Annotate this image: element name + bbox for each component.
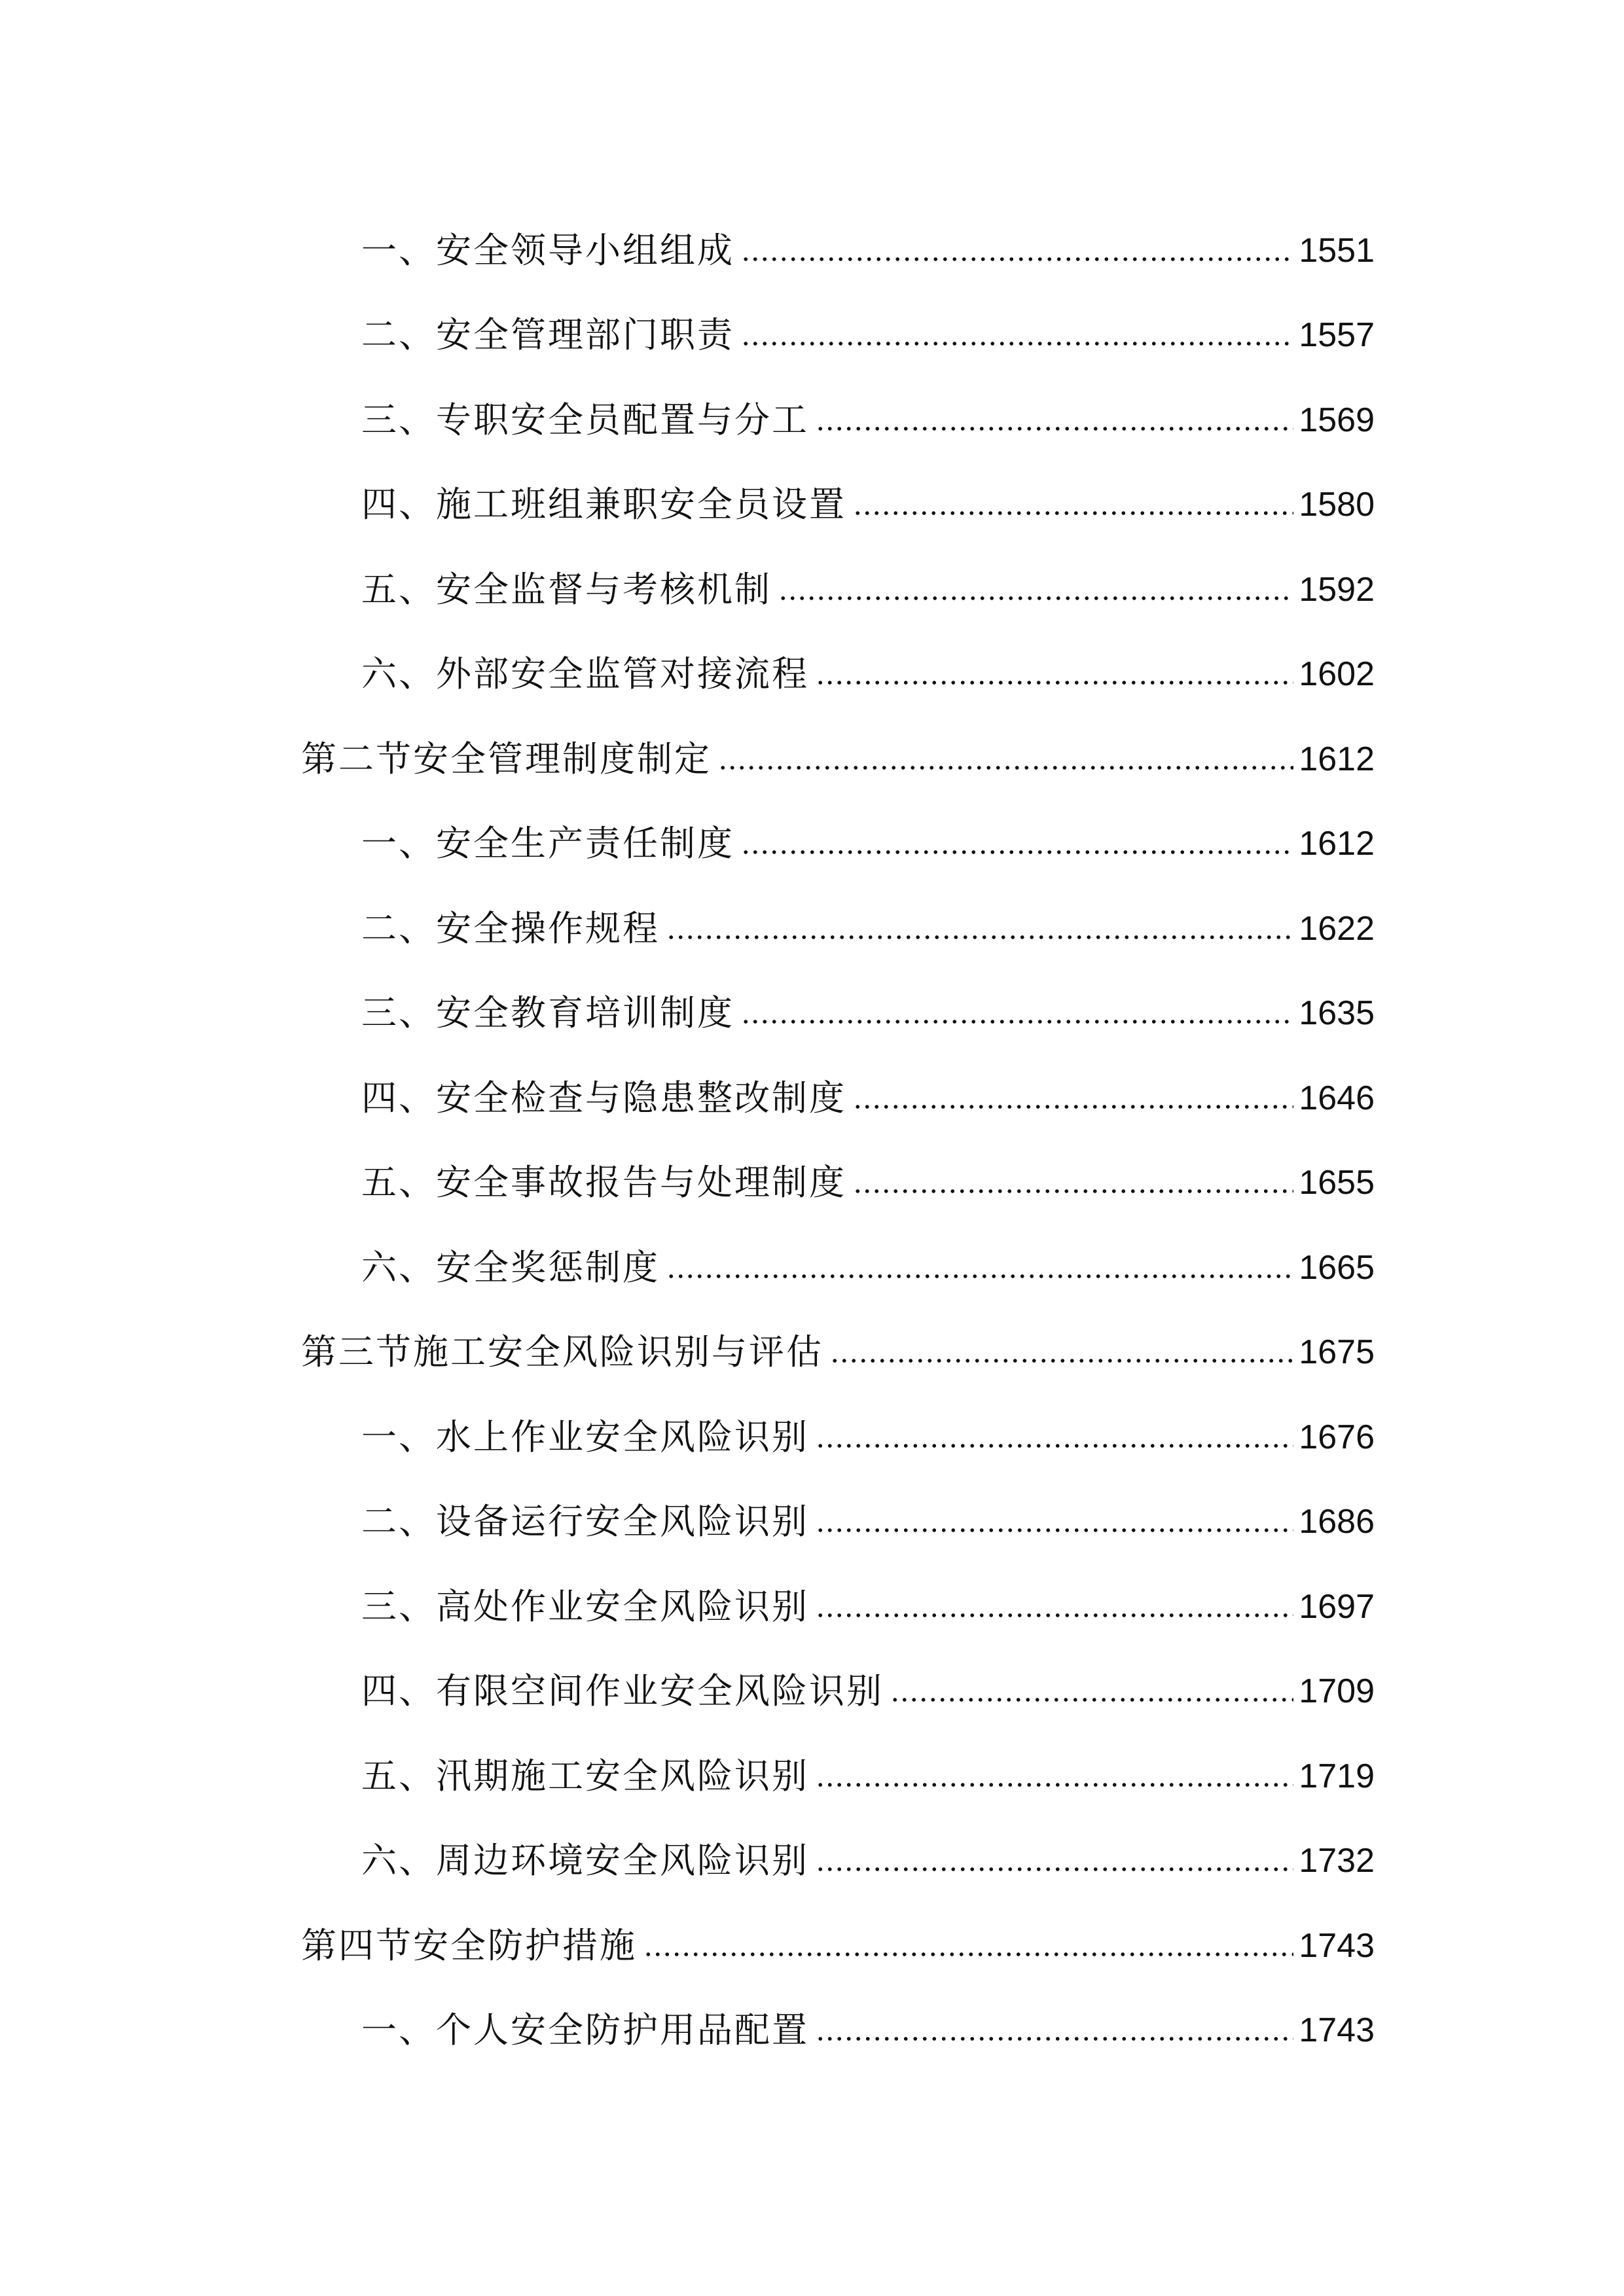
toc-dot-leader bbox=[816, 427, 1293, 431]
toc-entry-title: 二、设备运行安全风险识别 bbox=[361, 1501, 809, 1543]
toc-dot-leader bbox=[718, 766, 1293, 770]
toc-page-number: 1612 bbox=[1299, 740, 1375, 778]
toc-subsection-entry[interactable] bbox=[301, 1734, 1375, 1819]
toc-dot-leader bbox=[816, 1613, 1293, 1617]
toc-dot-leader bbox=[816, 681, 1293, 685]
toc-page-number: 1646 bbox=[1299, 1079, 1375, 1117]
toc-entry-title: 一、个人安全防护用品配置 bbox=[361, 2009, 809, 2051]
toc-dot-leader bbox=[741, 1020, 1293, 1024]
toc-page-number: 1675 bbox=[1299, 1333, 1375, 1372]
toc-section-entry[interactable] bbox=[301, 717, 1375, 802]
toc-entry-title: 一、安全生产责任制度 bbox=[361, 823, 734, 865]
table-of-contents bbox=[301, 208, 1375, 2073]
toc-entry-title: 五、汛期施工安全风险识别 bbox=[361, 1755, 809, 1797]
toc-subsection-entry[interactable] bbox=[301, 1649, 1375, 1734]
toc-entry-title: 六、外部安全监管对接流程 bbox=[361, 653, 809, 695]
toc-subsection-entry[interactable] bbox=[301, 208, 1375, 293]
toc-entry-title: 三、专职安全员配置与分工 bbox=[361, 399, 809, 440]
toc-dot-leader bbox=[830, 1359, 1293, 1363]
toc-entry-title: 第三节施工安全风险识别与评估 bbox=[301, 1331, 823, 1373]
toc-subsection-entry[interactable] bbox=[301, 378, 1375, 463]
toc-page-number: 1551 bbox=[1299, 231, 1375, 270]
toc-subsection-entry[interactable] bbox=[301, 1141, 1375, 1226]
toc-entry-title: 四、有限空间作业安全风险识别 bbox=[361, 1670, 884, 1712]
toc-dot-leader bbox=[666, 1274, 1293, 1278]
toc-entry-title: 一、水上作业安全风险识别 bbox=[361, 1416, 809, 1458]
toc-page-number: 1665 bbox=[1299, 1248, 1375, 1287]
toc-page-number: 1580 bbox=[1299, 486, 1375, 524]
toc-subsection-entry[interactable] bbox=[301, 632, 1375, 717]
toc-entry-title: 二、安全操作规程 bbox=[361, 907, 660, 949]
toc-dot-leader bbox=[853, 511, 1293, 515]
toc-subsection-entry[interactable] bbox=[301, 1056, 1375, 1141]
toc-page-number: 1622 bbox=[1299, 909, 1375, 948]
toc-dot-leader bbox=[741, 257, 1293, 261]
toc-page-number: 1732 bbox=[1299, 1842, 1375, 1880]
toc-dot-leader bbox=[778, 596, 1293, 600]
toc-page-number: 1557 bbox=[1299, 316, 1375, 355]
toc-entry-title: 三、高处作业安全风险识别 bbox=[361, 1585, 809, 1627]
toc-subsection-entry[interactable] bbox=[301, 1480, 1375, 1565]
toc-subsection-entry[interactable] bbox=[301, 886, 1375, 971]
toc-subsection-entry[interactable] bbox=[301, 1988, 1375, 2073]
toc-dot-leader bbox=[890, 1698, 1293, 1702]
toc-dot-leader bbox=[853, 1105, 1293, 1109]
toc-entry-title: 五、安全事故报告与处理制度 bbox=[361, 1162, 846, 1204]
toc-page-number: 1697 bbox=[1299, 1587, 1375, 1626]
toc-entry-title: 四、施工班组兼职安全员设置 bbox=[361, 484, 846, 526]
toc-subsection-entry[interactable] bbox=[301, 1819, 1375, 1904]
toc-subsection-entry[interactable] bbox=[301, 547, 1375, 632]
toc-section-entry[interactable] bbox=[301, 1903, 1375, 1988]
toc-dot-leader bbox=[853, 1189, 1293, 1193]
toc-page-number: 1602 bbox=[1299, 655, 1375, 694]
toc-page-number: 1635 bbox=[1299, 994, 1375, 1033]
toc-dot-leader bbox=[741, 850, 1293, 854]
toc-section-entry[interactable] bbox=[301, 1310, 1375, 1395]
toc-page-number: 1743 bbox=[1299, 2011, 1375, 2050]
toc-page-number: 1676 bbox=[1299, 1418, 1375, 1456]
toc-subsection-entry[interactable] bbox=[301, 802, 1375, 887]
toc-dot-leader bbox=[666, 935, 1293, 939]
toc-subsection-entry[interactable] bbox=[301, 463, 1375, 548]
toc-dot-leader bbox=[816, 1444, 1293, 1448]
toc-subsection-entry[interactable] bbox=[301, 1564, 1375, 1649]
toc-dot-leader bbox=[741, 342, 1293, 346]
toc-page-number: 1655 bbox=[1299, 1164, 1375, 1202]
toc-subsection-entry[interactable] bbox=[301, 1395, 1375, 1480]
toc-page-number: 1709 bbox=[1299, 1672, 1375, 1711]
toc-entry-title: 六、周边环境安全风险识别 bbox=[361, 1840, 809, 1882]
toc-dot-leader bbox=[643, 1952, 1293, 1956]
toc-page-number: 1719 bbox=[1299, 1757, 1375, 1795]
toc-subsection-entry[interactable] bbox=[301, 971, 1375, 1056]
toc-entry-title: 五、安全监督与考核机制 bbox=[361, 568, 772, 610]
toc-dot-leader bbox=[816, 1528, 1293, 1532]
toc-entry-title: 第四节安全防护措施 bbox=[301, 1924, 637, 1966]
toc-page-number: 1612 bbox=[1299, 825, 1375, 863]
toc-entry-title: 四、安全检查与隐患整改制度 bbox=[361, 1077, 846, 1119]
toc-page-number: 1686 bbox=[1299, 1503, 1375, 1541]
toc-dot-leader bbox=[816, 2037, 1293, 2041]
toc-subsection-entry[interactable] bbox=[301, 293, 1375, 378]
toc-page-number: 1592 bbox=[1299, 570, 1375, 609]
toc-page-number: 1743 bbox=[1299, 1926, 1375, 1965]
toc-entry-title: 六、安全奖惩制度 bbox=[361, 1246, 660, 1288]
toc-entry-title: 二、安全管理部门职责 bbox=[361, 314, 734, 356]
toc-entry-title: 一、安全领导小组组成 bbox=[361, 229, 734, 271]
toc-entry-title: 三、安全教育培训制度 bbox=[361, 992, 734, 1034]
toc-subsection-entry[interactable] bbox=[301, 1225, 1375, 1310]
toc-page-number: 1569 bbox=[1299, 401, 1375, 439]
toc-entry-title: 第二节安全管理制度制定 bbox=[301, 738, 712, 780]
toc-dot-leader bbox=[816, 1783, 1293, 1787]
toc-dot-leader bbox=[816, 1867, 1293, 1871]
